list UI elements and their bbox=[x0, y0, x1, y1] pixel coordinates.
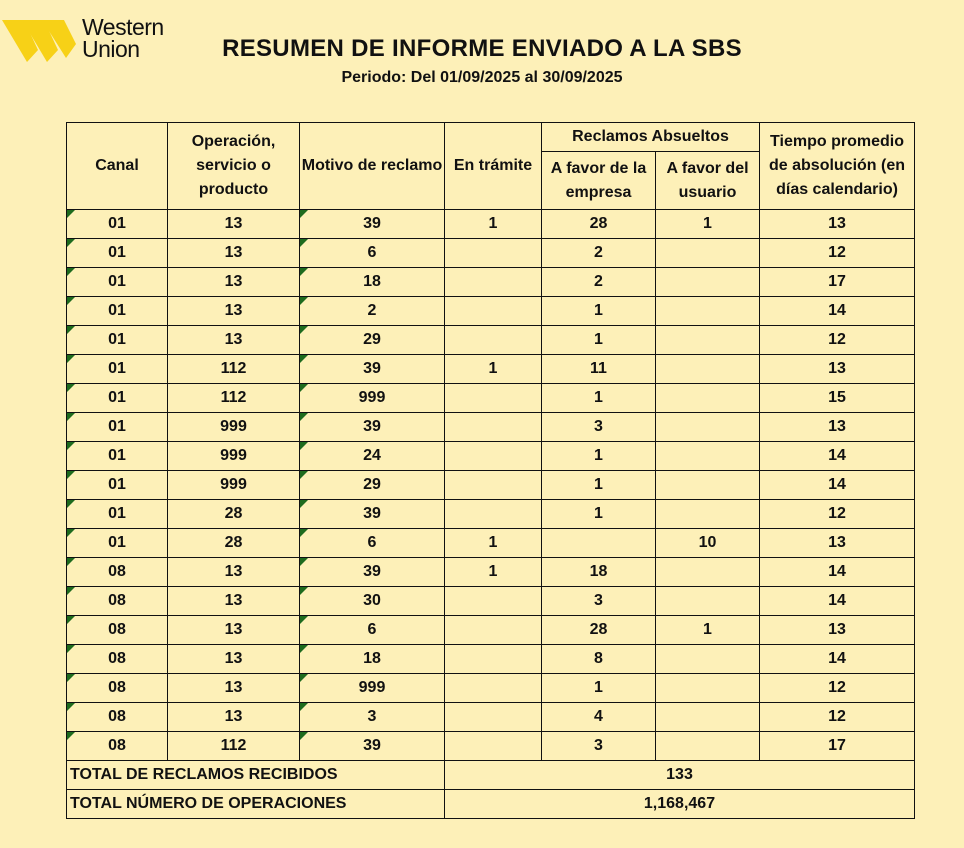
total-reclamos-label: TOTAL DE RECLAMOS RECIBIDOS bbox=[67, 761, 445, 790]
cell-en-tramite bbox=[445, 703, 542, 732]
cell-operacion: 112 bbox=[168, 355, 300, 384]
cell-canal: 01 bbox=[67, 355, 168, 384]
cell-favor-usuario bbox=[656, 587, 760, 616]
cell-tiempo-promedio: 14 bbox=[760, 471, 915, 500]
cell-canal: 08 bbox=[67, 616, 168, 645]
cell-motivo: 39 bbox=[300, 210, 445, 239]
cell-en-tramite bbox=[445, 297, 542, 326]
cell-favor-usuario bbox=[656, 326, 760, 355]
cell-en-tramite: 1 bbox=[445, 529, 542, 558]
cell-tiempo-promedio: 12 bbox=[760, 674, 915, 703]
cell-operacion: 999 bbox=[168, 442, 300, 471]
table-header bbox=[67, 123, 915, 210]
cell-operacion: 13 bbox=[168, 558, 300, 587]
cell-canal: 01 bbox=[67, 239, 168, 268]
table-row bbox=[67, 703, 915, 732]
cell-favor-usuario bbox=[656, 703, 760, 732]
cell-en-tramite bbox=[445, 645, 542, 674]
header-favor-usuario: A favor del usuario bbox=[656, 152, 760, 210]
cell-favor-usuario bbox=[656, 297, 760, 326]
cell-canal: 08 bbox=[67, 732, 168, 761]
cell-en-tramite bbox=[445, 384, 542, 413]
table-row bbox=[67, 616, 915, 645]
cell-favor-usuario bbox=[656, 471, 760, 500]
cell-motivo: 999 bbox=[300, 674, 445, 703]
table-row bbox=[67, 529, 915, 558]
cell-operacion: 13 bbox=[168, 674, 300, 703]
cell-canal: 01 bbox=[67, 268, 168, 297]
cell-operacion: 999 bbox=[168, 471, 300, 500]
cell-en-tramite bbox=[445, 239, 542, 268]
header-canal: Canal bbox=[67, 123, 168, 210]
cell-favor-empresa: 1 bbox=[542, 297, 656, 326]
cell-motivo: 39 bbox=[300, 558, 445, 587]
cell-favor-usuario bbox=[656, 355, 760, 384]
cell-canal: 01 bbox=[67, 297, 168, 326]
total-row-reclamos bbox=[67, 761, 915, 790]
page-title-text: RESUMEN DE INFORME ENVIADO A LA SBS bbox=[222, 35, 742, 62]
cell-favor-empresa: 1 bbox=[542, 442, 656, 471]
cell-operacion: 13 bbox=[168, 210, 300, 239]
cell-operacion: 999 bbox=[168, 413, 300, 442]
table-row bbox=[67, 239, 915, 268]
cell-favor-usuario bbox=[656, 645, 760, 674]
report-period-text: Periodo: Del 01/09/2025 al 30/09/2025 bbox=[341, 69, 623, 86]
cell-motivo: 39 bbox=[300, 355, 445, 384]
cell-en-tramite bbox=[445, 413, 542, 442]
cell-en-tramite bbox=[445, 616, 542, 645]
page-title bbox=[0, 35, 964, 63]
cell-operacion: 13 bbox=[168, 703, 300, 732]
table-row bbox=[67, 442, 915, 471]
cell-tiempo-promedio: 14 bbox=[760, 558, 915, 587]
cell-tiempo-promedio: 14 bbox=[760, 442, 915, 471]
cell-favor-usuario bbox=[656, 384, 760, 413]
cell-favor-usuario bbox=[656, 674, 760, 703]
cell-canal: 08 bbox=[67, 703, 168, 732]
cell-motivo: 6 bbox=[300, 239, 445, 268]
cell-tiempo-promedio: 14 bbox=[760, 297, 915, 326]
cell-favor-empresa: 1 bbox=[542, 326, 656, 355]
cell-motivo: 18 bbox=[300, 645, 445, 674]
cell-favor-empresa: 2 bbox=[542, 268, 656, 297]
cell-canal: 01 bbox=[67, 471, 168, 500]
cell-motivo: 29 bbox=[300, 471, 445, 500]
cell-canal: 01 bbox=[67, 210, 168, 239]
table-row bbox=[67, 500, 915, 529]
cell-favor-usuario bbox=[656, 558, 760, 587]
cell-canal: 08 bbox=[67, 645, 168, 674]
cell-en-tramite bbox=[445, 587, 542, 616]
cell-favor-empresa: 3 bbox=[542, 587, 656, 616]
cell-tiempo-promedio: 12 bbox=[760, 703, 915, 732]
cell-motivo: 2 bbox=[300, 297, 445, 326]
table-row bbox=[67, 587, 915, 616]
total-operaciones-value: 1,168,467 bbox=[445, 790, 915, 819]
report-period bbox=[0, 69, 964, 87]
table-row bbox=[67, 674, 915, 703]
cell-operacion: 13 bbox=[168, 297, 300, 326]
table-row bbox=[67, 732, 915, 761]
header-tiempo-promedio: Tiempo promedio de absolución (en días calendario) bbox=[760, 123, 915, 210]
cell-favor-usuario bbox=[656, 442, 760, 471]
cell-tiempo-promedio: 17 bbox=[760, 732, 915, 761]
cell-en-tramite bbox=[445, 442, 542, 471]
cell-tiempo-promedio: 17 bbox=[760, 268, 915, 297]
cell-favor-usuario bbox=[656, 732, 760, 761]
cell-en-tramite bbox=[445, 674, 542, 703]
cell-en-tramite bbox=[445, 268, 542, 297]
table-row bbox=[67, 413, 915, 442]
table-row bbox=[67, 268, 915, 297]
cell-en-tramite: 1 bbox=[445, 355, 542, 384]
table-row bbox=[67, 558, 915, 587]
table-totals bbox=[67, 761, 915, 819]
cell-motivo: 6 bbox=[300, 616, 445, 645]
brand-line-2: Union bbox=[82, 36, 140, 62]
cell-tiempo-promedio: 13 bbox=[760, 529, 915, 558]
cell-operacion: 28 bbox=[168, 529, 300, 558]
cell-favor-empresa: 1 bbox=[542, 500, 656, 529]
cell-favor-empresa: 18 bbox=[542, 558, 656, 587]
cell-canal: 08 bbox=[67, 558, 168, 587]
table-body bbox=[67, 210, 915, 761]
cell-canal: 01 bbox=[67, 326, 168, 355]
cell-favor-usuario bbox=[656, 500, 760, 529]
cell-tiempo-promedio: 12 bbox=[760, 500, 915, 529]
cell-en-tramite bbox=[445, 326, 542, 355]
table-row bbox=[67, 471, 915, 500]
cell-favor-empresa: 2 bbox=[542, 239, 656, 268]
header-row-1 bbox=[67, 123, 915, 152]
cell-en-tramite bbox=[445, 732, 542, 761]
cell-favor-usuario: 1 bbox=[656, 210, 760, 239]
cell-canal: 01 bbox=[67, 529, 168, 558]
cell-favor-empresa: 3 bbox=[542, 413, 656, 442]
claims-summary-table bbox=[66, 122, 915, 819]
table-row bbox=[67, 645, 915, 674]
cell-motivo: 999 bbox=[300, 384, 445, 413]
cell-favor-empresa: 1 bbox=[542, 471, 656, 500]
cell-motivo: 39 bbox=[300, 413, 445, 442]
header-motivo: Motivo de reclamo bbox=[300, 123, 445, 210]
cell-operacion: 13 bbox=[168, 587, 300, 616]
cell-favor-usuario bbox=[656, 268, 760, 297]
cell-favor-empresa: 28 bbox=[542, 210, 656, 239]
cell-favor-empresa: 8 bbox=[542, 645, 656, 674]
cell-favor-empresa: 3 bbox=[542, 732, 656, 761]
table-row bbox=[67, 355, 915, 384]
cell-tiempo-promedio: 12 bbox=[760, 239, 915, 268]
table-row bbox=[67, 384, 915, 413]
cell-favor-usuario bbox=[656, 413, 760, 442]
cell-tiempo-promedio: 12 bbox=[760, 326, 915, 355]
cell-en-tramite: 1 bbox=[445, 210, 542, 239]
cell-canal: 01 bbox=[67, 500, 168, 529]
cell-operacion: 13 bbox=[168, 268, 300, 297]
cell-favor-empresa bbox=[542, 529, 656, 558]
cell-canal: 08 bbox=[67, 674, 168, 703]
cell-tiempo-promedio: 13 bbox=[760, 210, 915, 239]
total-reclamos-value: 133 bbox=[445, 761, 915, 790]
header-reclamos-absueltos: Reclamos Absueltos bbox=[542, 123, 760, 152]
cell-en-tramite bbox=[445, 471, 542, 500]
cell-motivo: 39 bbox=[300, 500, 445, 529]
cell-favor-empresa: 11 bbox=[542, 355, 656, 384]
cell-motivo: 30 bbox=[300, 587, 445, 616]
cell-motivo: 6 bbox=[300, 529, 445, 558]
brand-line-1: Western bbox=[82, 14, 164, 40]
header-operacion: Operación, servicio o producto bbox=[168, 123, 300, 210]
cell-favor-usuario: 10 bbox=[656, 529, 760, 558]
cell-tiempo-promedio: 13 bbox=[760, 355, 915, 384]
cell-tiempo-promedio: 15 bbox=[760, 384, 915, 413]
table-row bbox=[67, 326, 915, 355]
cell-operacion: 28 bbox=[168, 500, 300, 529]
cell-tiempo-promedio: 13 bbox=[760, 413, 915, 442]
table-row bbox=[67, 210, 915, 239]
header-en-tramite: En trámite bbox=[445, 123, 542, 210]
cell-motivo: 39 bbox=[300, 732, 445, 761]
cell-motivo: 3 bbox=[300, 703, 445, 732]
cell-canal: 01 bbox=[67, 413, 168, 442]
cell-tiempo-promedio: 14 bbox=[760, 645, 915, 674]
table-row bbox=[67, 297, 915, 326]
cell-canal: 01 bbox=[67, 384, 168, 413]
cell-favor-empresa: 1 bbox=[542, 674, 656, 703]
cell-motivo: 24 bbox=[300, 442, 445, 471]
cell-operacion: 13 bbox=[168, 326, 300, 355]
cell-operacion: 112 bbox=[168, 732, 300, 761]
cell-operacion: 112 bbox=[168, 384, 300, 413]
cell-operacion: 13 bbox=[168, 239, 300, 268]
cell-en-tramite bbox=[445, 500, 542, 529]
cell-favor-empresa: 1 bbox=[542, 384, 656, 413]
total-row-operaciones bbox=[67, 790, 915, 819]
header-favor-empresa: A favor de la empresa bbox=[542, 152, 656, 210]
cell-tiempo-promedio: 14 bbox=[760, 587, 915, 616]
cell-motivo: 18 bbox=[300, 268, 445, 297]
cell-favor-usuario bbox=[656, 239, 760, 268]
cell-tiempo-promedio: 13 bbox=[760, 616, 915, 645]
cell-canal: 01 bbox=[67, 442, 168, 471]
cell-canal: 08 bbox=[67, 587, 168, 616]
cell-operacion: 13 bbox=[168, 645, 300, 674]
cell-favor-empresa: 28 bbox=[542, 616, 656, 645]
cell-en-tramite: 1 bbox=[445, 558, 542, 587]
cell-motivo: 29 bbox=[300, 326, 445, 355]
cell-operacion: 13 bbox=[168, 616, 300, 645]
cell-favor-empresa: 4 bbox=[542, 703, 656, 732]
cell-favor-usuario: 1 bbox=[656, 616, 760, 645]
total-operaciones-label: TOTAL NÚMERO DE OPERACIONES bbox=[67, 790, 445, 819]
